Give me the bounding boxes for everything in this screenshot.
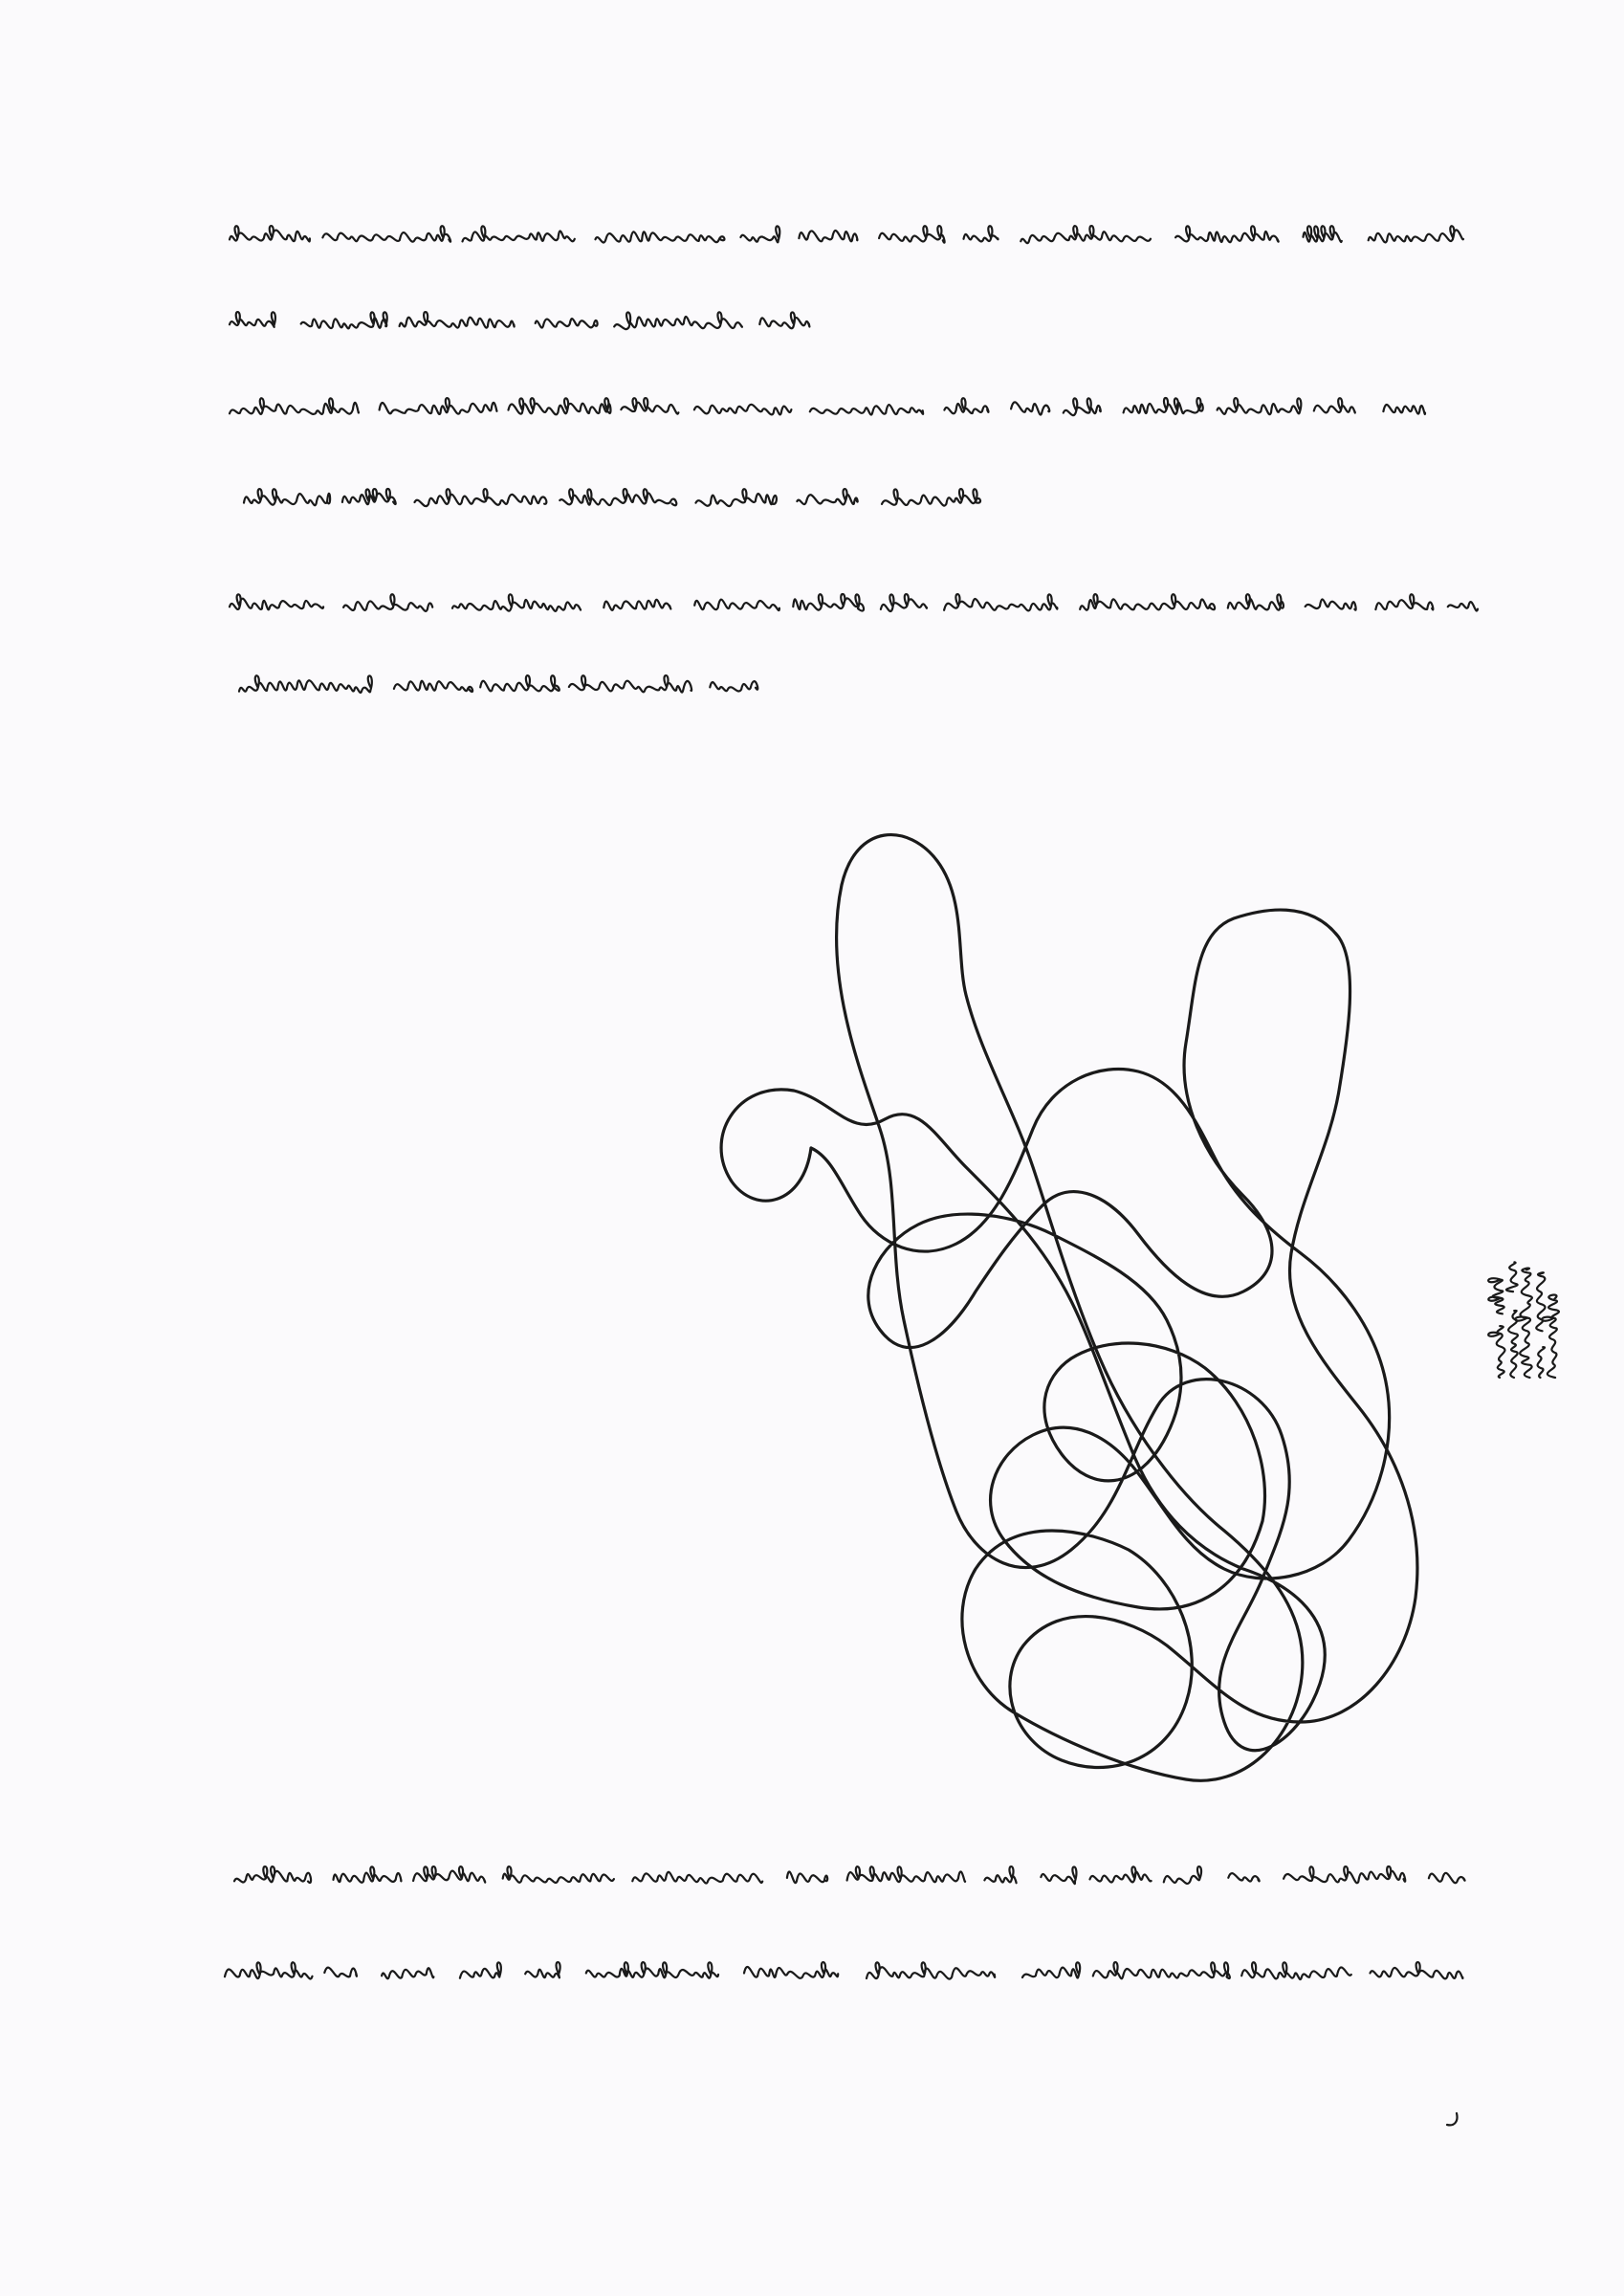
tangle-stroke xyxy=(721,835,1417,1781)
page-mark xyxy=(1439,2109,1468,2133)
side-note-line-4 xyxy=(1536,1272,1545,1378)
vertical-side-note xyxy=(1492,1167,1569,1387)
page-mark-stroke xyxy=(1447,2113,1458,2125)
